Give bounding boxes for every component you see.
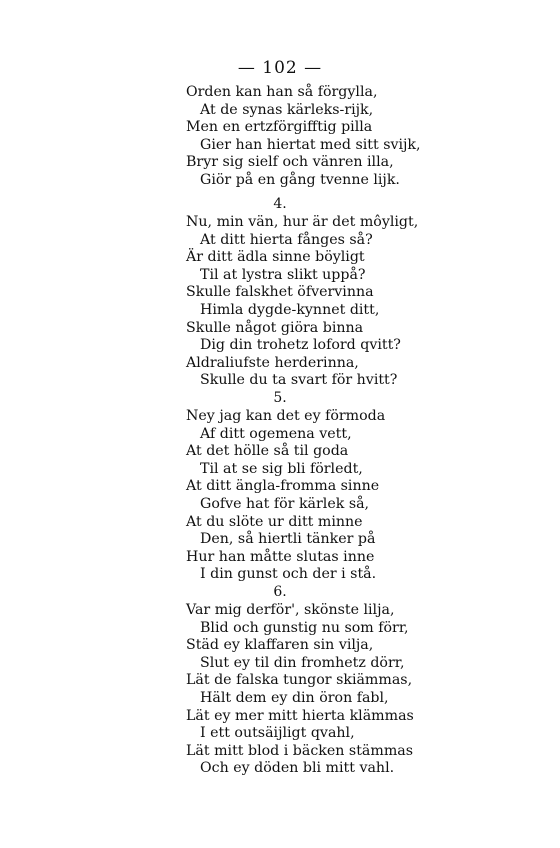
verse-line: Städ ey klaffaren sin vilja, <box>186 637 374 654</box>
verse-line: Och ey döden bli mitt vahl. <box>200 760 395 777</box>
verse-line: Hält dem ey din öron fabl, <box>200 689 389 706</box>
verse-line: Är ditt ädla sinne böyligt <box>186 249 365 266</box>
verse-line: Dig din trohetz loford qvitt? <box>200 337 401 354</box>
verse-line: At du slöte ur ditt minne <box>186 513 363 530</box>
stanza-number: 6. <box>273 584 287 600</box>
verse-line: Til at lystra slikt uppå? <box>200 266 366 283</box>
verse-line: Til at se sig bli förledt, <box>200 460 363 477</box>
verse-line: Giör på en gång tvenne lijk. <box>200 171 400 188</box>
verse-line: Slut ey til din fromhetz dörr, <box>200 654 405 671</box>
verse-line: Blid och gunstig nu som förr, <box>200 619 409 636</box>
verse-line: Var mig derför', skönste lilja, <box>186 602 395 618</box>
page-number: — 102 — <box>237 58 323 78</box>
verse-line: Men en ertzförgifftig pilla <box>186 119 373 136</box>
verse-line: Aldraliufste herderinna, <box>186 354 359 371</box>
verse-line: Ney jag kan det ey förmoda <box>186 408 386 424</box>
verse-line: Hur han måtte slutas inne <box>186 548 375 565</box>
stanza-number: 5. <box>273 390 287 406</box>
verse-line: Orden kan han så förgylla, <box>186 84 378 100</box>
verse-line: At de synas kärleks-rijk, <box>200 101 374 118</box>
verse-line: At ditt ängla-fromma sinne <box>186 478 380 495</box>
verse-line: Lät de falska tungor skiämmas, <box>186 672 413 689</box>
verse-line: Skulle du ta svart för hvitt? <box>200 372 398 389</box>
verse-line: Lät mitt blod i bäcken stämmas <box>186 742 414 759</box>
stanza-5 <box>186 408 426 584</box>
verse-line: Skulle falskhet öfvervinna <box>186 284 374 301</box>
stanza-4 <box>186 214 426 390</box>
verse-line: At det hölle så til goda <box>186 443 349 460</box>
verse-line: Himla dygde-kynnet ditt, <box>200 301 380 318</box>
verse-line: Den, så hiertli tänker på <box>200 531 376 548</box>
verse-line: Gofve hat för kärlek så, <box>200 495 370 512</box>
verse-line: I din gunst och der i stå. <box>200 566 377 583</box>
verse-line: Af ditt ogemena vett, <box>200 425 352 442</box>
verse-line: I ett outsäijligt qvahl, <box>200 725 355 742</box>
stanza-6 <box>186 602 426 778</box>
verse-line: At ditt hierta fånges så? <box>200 231 373 248</box>
verse-line: Lät ey mer mitt hierta klämmas <box>186 707 414 724</box>
verse-line: Nu, min vän, hur är det môyligt, <box>186 214 419 230</box>
stanza-continuation <box>186 84 426 190</box>
verse-line: Gier han hiertat med sitt svijk, <box>200 136 421 153</box>
verse-line: Bryr sig sielf och vänren illa, <box>186 154 394 171</box>
verse-line: Skulle något giöra binna <box>186 319 364 336</box>
stanza-number: 4. <box>273 196 287 212</box>
